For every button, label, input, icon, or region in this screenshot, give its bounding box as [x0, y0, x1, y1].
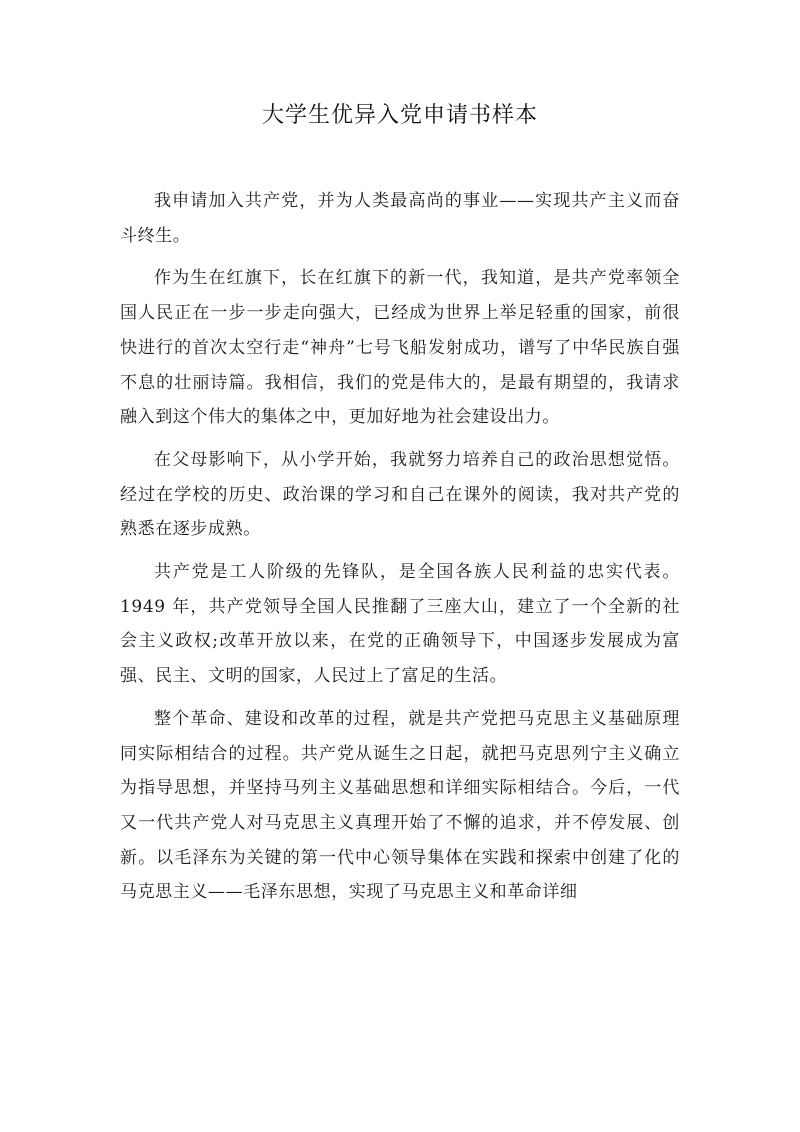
- document-title: 大学生优异入党申请书样本: [261, 103, 538, 128]
- body-paragraph-2: 作为生在红旗下，长在红旗下的新一代，我知道，是共产党率领全国人民正在一步一步走向强大，已经成为世界上举足轻重的国家，前很快进行的首次太空行走“神舟”七号飞船发射成功，谱写了中华民族自强不息的壮丽诗篇。我相信，我们的党是伟大的，是最有期望的，我请求融入到这个伟大的集体之中，更加好地为社会建设出力。: [120, 268, 680, 428]
- body-paragraph-3: 在父母影响下，从小学开始，我就努力培养自己的政治思想觉悟。经过在学校的历史、政治课的学习和自己在课外的阅读，我对共产党的熟悉在逐步成熟。: [120, 449, 680, 540]
- body-paragraph-4: 共产党是工人阶级的先锋队，是全国各族人民利益的忠实代表。1949 年，共产党领导全国人民推翻了三座大山，建立了一个全新的社会主义政权;改革开放以来，在党的正确领导下，中国逐步发展成为富强、民主、文明的国家，人民过上了富足的生活。: [120, 562, 680, 687]
- document-body: [120, 184, 680, 918]
- body-paragraph-1: 我申请加入共产党，并为人类最高尚的事业——实现共产主义而奋斗终生。: [120, 191, 680, 246]
- body-paragraph-5: 整个革命、建设和改革的过程，就是共产党把马克思主义基础原理同实际相结合的过程。共产党从诞生之日起，就把马克思列宁主义确立为指导思想，并坚持马列主义基础思想和详细实际相结合。今后，一代又一代共产党人对马克思主义真理开始了不懈的追求，并不停发展、创新。以毛泽东为关键的第一代中心领导集体在实践和探索中创建了化的马克思主义——毛泽东思想，实现了马克思主义和革命详细: [120, 708, 680, 903]
